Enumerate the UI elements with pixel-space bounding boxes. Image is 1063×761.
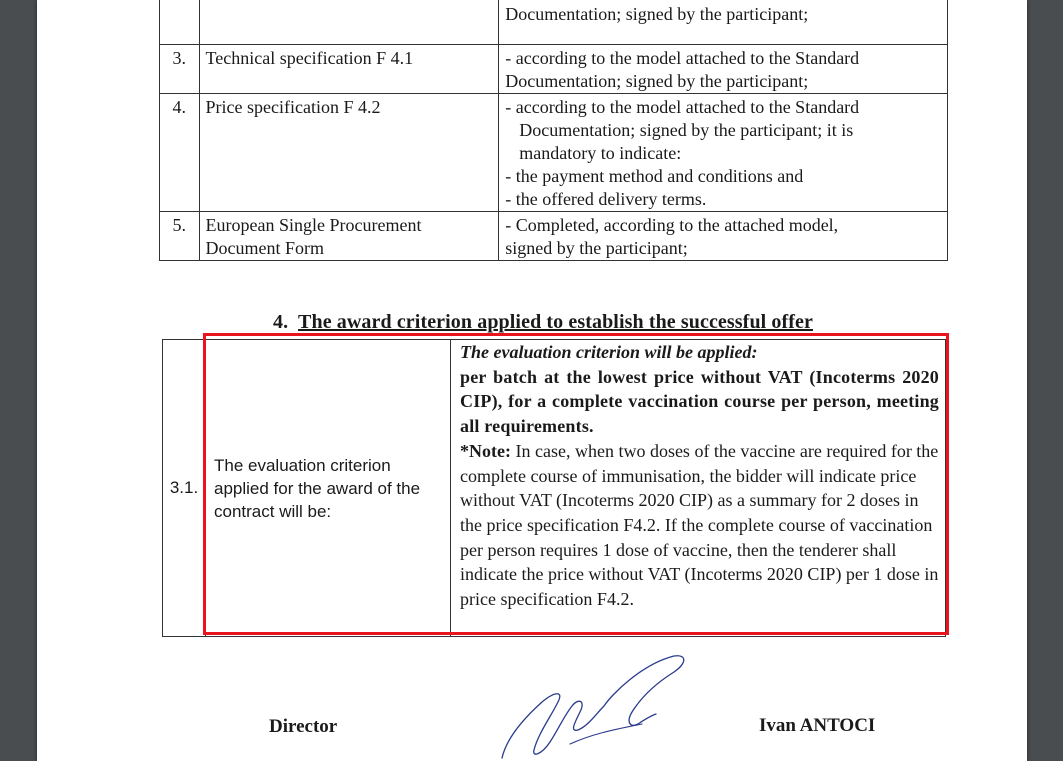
criterion-note <box>460 439 939 612</box>
viewer-margin-right <box>1027 0 1063 761</box>
signatory-role: Director <box>269 716 338 737</box>
requirements-cell <box>499 212 948 261</box>
section-heading <box>273 311 813 335</box>
criterion-label: The evaluation criterion applied for the award of the contract will be: <box>206 340 451 637</box>
requirement-line: Documentation; signed by the participant; <box>505 4 809 24</box>
criterion-content <box>451 340 946 637</box>
document-name-line: European Single Procurement <box>205 215 422 235</box>
table-row <box>160 94 948 212</box>
criteria-table <box>162 339 946 637</box>
viewer-margin-left <box>0 0 37 761</box>
requirements-cell <box>499 0 948 45</box>
handwritten-signature <box>492 650 702 761</box>
requirement-line: Documentation; signed by the participant; <box>505 71 809 91</box>
criterion-intro: The evaluation criterion will be applied: <box>460 342 758 362</box>
requirements-cell <box>499 45 948 94</box>
requirement-line: - according to the model attached to the Standard <box>505 48 860 68</box>
row-number: 5. <box>160 212 200 261</box>
document-name <box>199 0 499 45</box>
note-text: In case, when two doses of the vaccine are required for the complete course of immunisation, the bidder will indicate price without VAT (Incoterms 2020 CIP) as a summary for 2 doses in the price specification F4.2. If the complete course of vaccination per person requires 1 dose of vaccine, then the tenderer shall indicate the price without VAT (Incoterms 2020 CIP) per 1 dose in price specification F4.2. <box>460 440 939 610</box>
requirement-line: - the offered delivery terms. <box>505 189 707 209</box>
table-row <box>163 340 946 637</box>
row-number: 3. <box>160 45 200 94</box>
criterion-rule: per batch at the lowest price without VAT (Incoterms 2020 CIP), for a complete vaccination course per person, meeting all requirements. <box>460 366 939 437</box>
document-name: Technical specification F 4.1 <box>199 45 499 94</box>
requirement-line: - Completed, according to the attached model, <box>505 215 839 235</box>
requirement-line: - according to the model attached to the Standard <box>505 97 860 117</box>
section-title: The award criterion applied to establish the successful offer <box>298 311 813 333</box>
row-number: 4. <box>160 94 200 212</box>
requirement-line: - the payment method and conditions and <box>505 166 804 186</box>
document-name-line: Document Form <box>205 238 324 258</box>
table-row <box>160 212 948 261</box>
requirement-line: signed by the participant; <box>505 238 688 258</box>
documents-table <box>159 0 948 261</box>
row-number <box>160 0 200 45</box>
document-name <box>199 212 499 261</box>
criterion-number: 3.1. <box>163 340 206 637</box>
table-row <box>160 45 948 94</box>
section-number: 4. <box>273 311 289 333</box>
signatory-name: Ivan ANTOCI <box>759 715 876 736</box>
requirement-line: mandatory to indicate: <box>519 143 682 163</box>
table-row <box>160 0 948 45</box>
requirement-line: Documentation; signed by the participant; it is <box>519 120 854 140</box>
note-heading: *Note: <box>460 440 511 461</box>
requirements-cell <box>499 94 948 212</box>
document-name: Price specification F 4.2 <box>199 94 499 212</box>
document-page <box>37 0 1027 761</box>
